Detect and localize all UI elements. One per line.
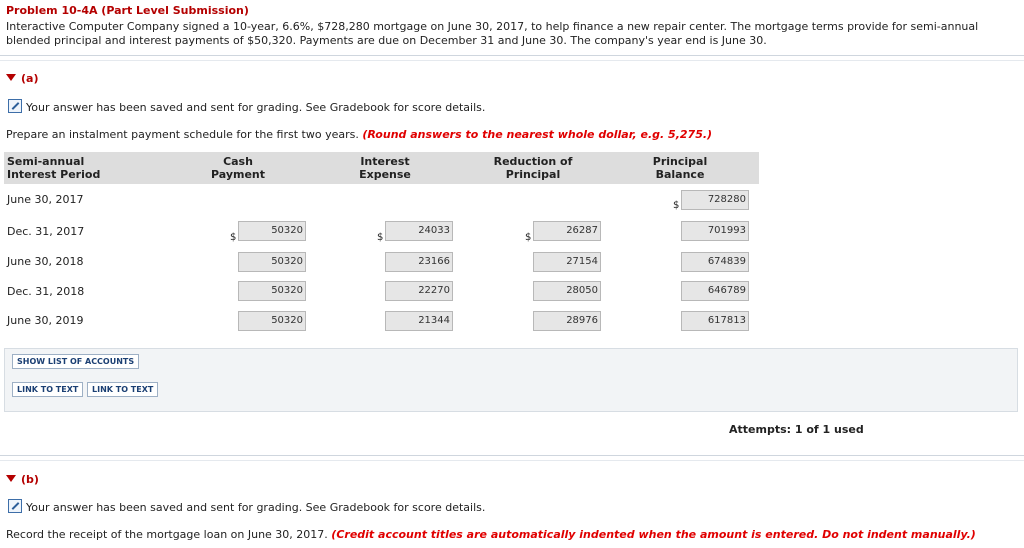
prompt-note: (Round answers to the nearest whole dollar, e.g. 5,275.): [362, 128, 713, 141]
attempts-counter: Attempts: 1 of 1 used: [729, 423, 864, 436]
reduction-principal-input[interactable]: 26287: [533, 221, 601, 241]
balance-input[interactable]: 646789: [681, 281, 749, 301]
interest-expense-input[interactable]: 23166: [385, 252, 453, 272]
problem-intro: Interactive Computer Company signed a 10-year, 6.6%, $728,280 mortgage on June 30, 2017, to help finance a new repair center. The mortgage terms provide for semi-annual blended principal and interest payments of $50,320. Payments are due on December 31 and June 30. The company's year end is June 30.: [6, 20, 979, 47]
edit-pencil-icon: [8, 499, 22, 513]
currency-symbol: $: [230, 232, 237, 243]
saved-text: Your answer has been saved and sent for grading. See Gradebook for score details.: [26, 101, 486, 114]
header-interest-expense: Interest Expense: [359, 155, 411, 181]
collapse-triangle-icon: [6, 74, 16, 81]
balance-input[interactable]: 674839: [681, 252, 749, 272]
currency-symbol: $: [525, 232, 532, 243]
part-a-toggle[interactable]: [6, 72, 38, 85]
prompt-note: (Credit account titles are automatically indented when the amount is entered. Do not indent manually.): [331, 528, 976, 541]
interest-expense-input[interactable]: 24033: [385, 221, 453, 241]
row-period: June 30, 2018: [7, 255, 84, 268]
row-period: June 30, 2017: [7, 193, 84, 206]
part-b-label: (b): [21, 473, 39, 486]
row-period: June 30, 2019: [7, 314, 84, 327]
balance-input[interactable]: 617813: [681, 311, 749, 331]
problem-title: Problem 10-4A (Part Level Submission): [6, 4, 249, 17]
part-a-prompt: [6, 128, 712, 141]
part-b-toggle[interactable]: [6, 473, 39, 486]
reduction-principal-input[interactable]: 27154: [533, 252, 601, 272]
balance-input[interactable]: 701993: [681, 221, 749, 241]
currency-symbol: $: [673, 200, 680, 211]
interest-expense-input[interactable]: 21344: [385, 311, 453, 331]
header-reduction-principal: Reduction of Principal: [493, 155, 573, 181]
part-b-prompt: [6, 528, 976, 541]
cash-payment-input[interactable]: 50320: [238, 311, 306, 331]
header-cash-payment: Cash Payment: [210, 155, 266, 181]
balance-input[interactable]: 728280: [681, 190, 749, 210]
reduction-principal-input[interactable]: 28050: [533, 281, 601, 301]
part-a-label: (a): [21, 72, 39, 85]
cash-payment-input[interactable]: 50320: [238, 252, 306, 272]
collapse-triangle-icon: [6, 475, 16, 482]
part-b-saved-message: [8, 499, 485, 514]
edit-pencil-icon: [8, 99, 22, 113]
divider: [0, 460, 1024, 461]
link-to-text-button[interactable]: LINK TO TEXT: [12, 382, 83, 397]
cash-payment-input[interactable]: 50320: [238, 221, 306, 241]
interest-expense-input[interactable]: 22270: [385, 281, 453, 301]
reduction-principal-input[interactable]: 28976: [533, 311, 601, 331]
show-list-of-accounts-button[interactable]: SHOW LIST OF ACCOUNTS: [12, 354, 139, 369]
link-to-text-button[interactable]: LINK TO TEXT: [87, 382, 158, 397]
resources-panel: [4, 348, 1018, 412]
part-a-saved-message: [8, 99, 485, 114]
row-period: Dec. 31, 2017: [7, 225, 85, 238]
divider: [0, 55, 1024, 56]
saved-text: Your answer has been saved and sent for grading. See Gradebook for score details.: [26, 501, 486, 514]
header-principal-balance: Principal Balance: [652, 155, 708, 181]
cash-payment-input[interactable]: 50320: [238, 281, 306, 301]
header-interest-period: Semi-annual Interest Period: [7, 155, 101, 181]
currency-symbol: $: [377, 232, 384, 243]
prompt-text: Prepare an instalment payment schedule for the first two years.: [6, 128, 359, 141]
prompt-text: Record the receipt of the mortgage loan on June 30, 2017.: [6, 528, 328, 541]
divider: [0, 60, 1024, 61]
row-period: Dec. 31, 2018: [7, 285, 85, 298]
divider: [0, 455, 1024, 456]
